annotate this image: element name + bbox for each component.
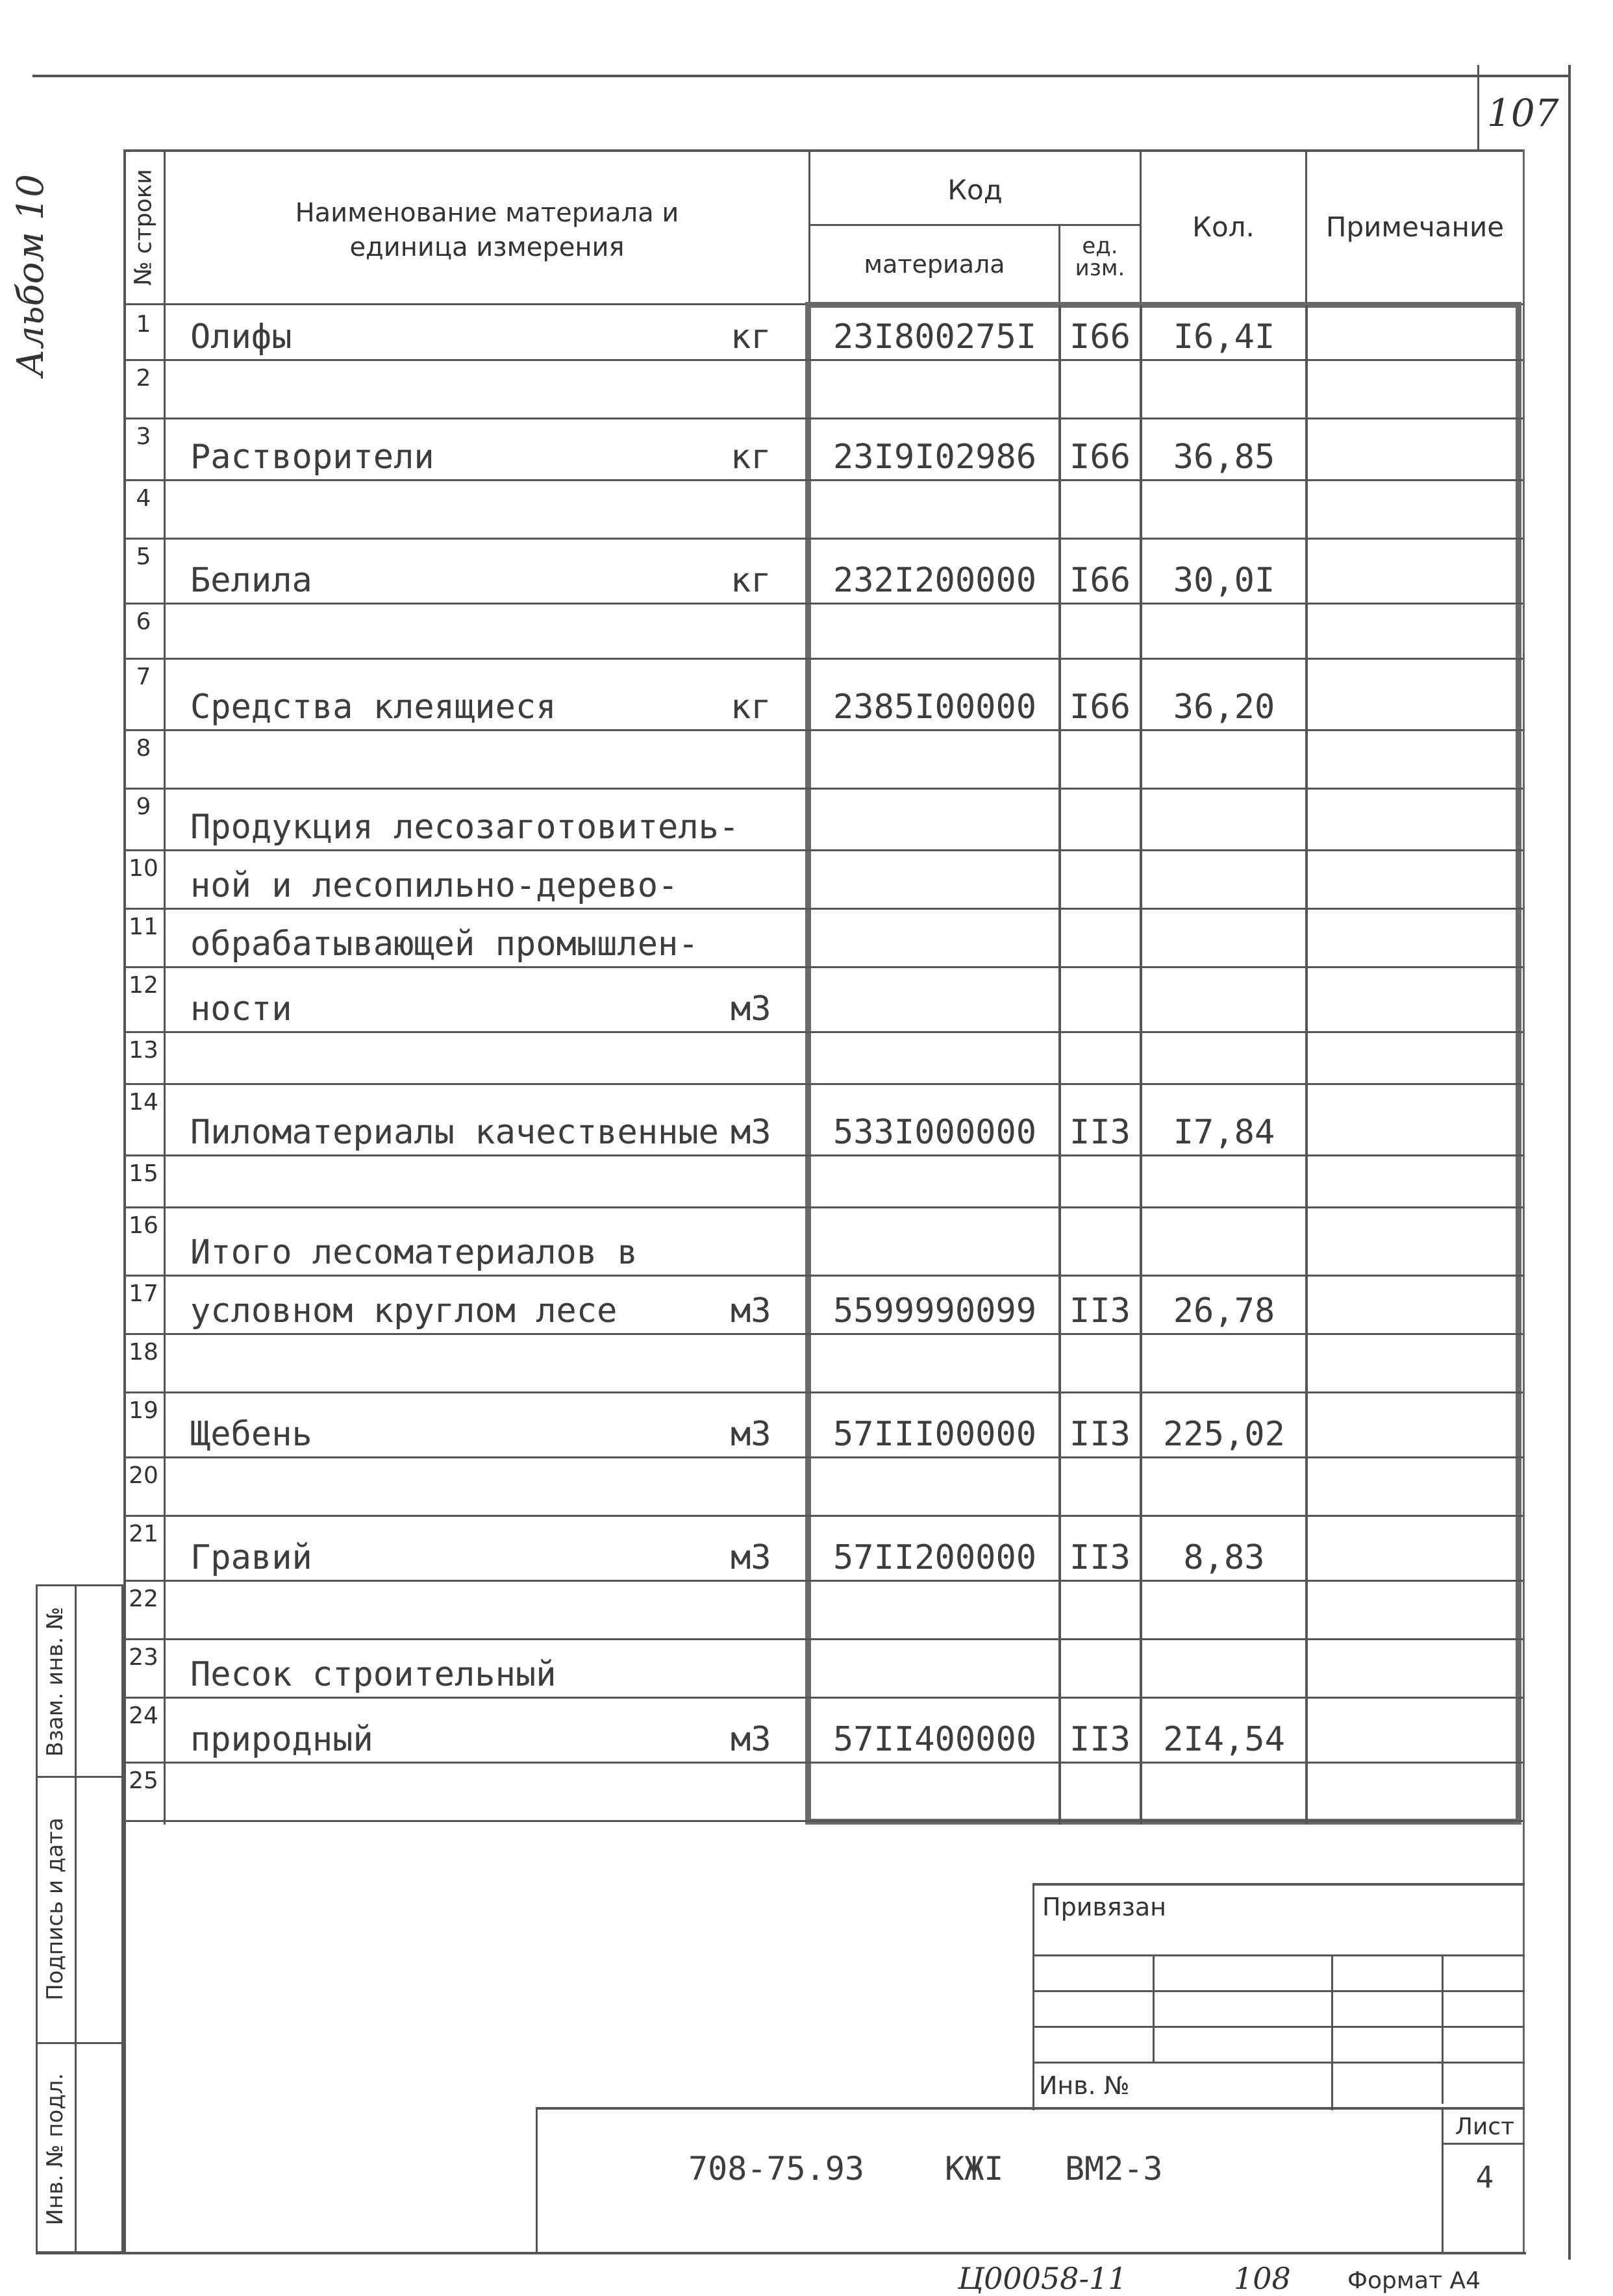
row-number: 15 [129,1160,158,1187]
row-code-material: 57II200000 [833,1538,1037,1577]
row-code-material: 23I9I02986 [833,438,1037,477]
row-divider [123,1083,1523,1085]
side-label-podpis: Подпись и дата [42,1817,68,2001]
row-divider [123,729,1523,731]
row-divider [123,1456,1523,1458]
row-unit: м3 [731,1292,771,1330]
row-name: Гравий [190,1538,312,1577]
row-name: Средства клеящиеся [190,688,556,727]
header-code-unit-line2: изм. [1075,255,1125,281]
row-divider [123,603,1523,605]
row-unit: м3 [731,1720,771,1759]
row-name: ной и лесопильно-дерево- [190,866,679,905]
frame-left [123,149,126,2253]
row-name: Щебень [190,1415,312,1454]
row-number: 18 [129,1339,158,1366]
row-name: Растворители [190,438,434,477]
stamp-list-divider-v [1442,2107,1444,2253]
row-divider [123,1638,1523,1640]
row-code-material: 57II400000 [833,1720,1037,1759]
stamp-doc-code-2: КЖI [945,2150,1004,2188]
row-number: 8 [136,735,151,762]
stamp-line-4 [1032,2062,1525,2064]
row-unit: м3 [731,1113,771,1152]
row-code-unit: I66 [1069,438,1131,477]
row-number: 20 [129,1462,158,1489]
frame-page-divider [1477,65,1479,149]
page-number-handwritten: 107 [1487,91,1559,135]
row-code-unit: II3 [1069,1292,1131,1330]
stamp-list-number: 4 [1475,2160,1494,2195]
row-number: 24 [129,1703,158,1729]
row-unit: м3 [731,990,771,1029]
stamp-list-divider-h [1442,2143,1525,2145]
row-code-material: 57III00000 [833,1415,1037,1454]
row-unit: кг [731,688,771,727]
stamp-doc-code-1: 708-75.93 [688,2150,864,2188]
top-rule [32,75,1568,77]
header-name: Наименование материала и [295,198,679,228]
stamp-privyazan: Привязан [1042,1893,1166,1921]
row-number: 6 [136,608,151,635]
row-name: обрабатывающей промышлен- [190,925,699,964]
row-name: природный [190,1720,373,1759]
row-number: 21 [129,1521,158,1547]
row-qty: 36,20 [1173,688,1275,727]
header-code: Код [947,174,1003,206]
album-label: Альбом 10 [10,174,52,377]
stamp-inv-no: Инв. № [1039,2071,1130,2100]
row-number: 4 [136,485,151,512]
frame-right-outer [1568,65,1571,2260]
side-stamp-divider-2 [36,2042,123,2044]
row-code-material: 2385I00000 [833,688,1037,727]
row-number: 12 [129,972,158,999]
side-label-vzam: Взам. инв. № [42,1606,68,1757]
row-name: Олифы [190,318,292,356]
row-divider [123,849,1523,851]
row-code-unit: II3 [1069,1720,1131,1759]
row-code-unit: I66 [1069,318,1131,356]
row-unit: кг [731,561,771,600]
row-number: 22 [129,1586,158,1612]
footer-handwritten-page: 108 [1234,2261,1291,2296]
row-number: 11 [129,914,158,940]
row-divider [123,908,1523,910]
row-divider [123,538,1523,540]
header-name-line2: единица измерения [349,232,625,262]
row-number: 14 [129,1089,158,1116]
row-divider [123,1820,1523,1822]
body-divider-unit [1058,305,1061,1825]
stamp-list-label: Лист [1455,2114,1515,2140]
row-unit: кг [731,318,771,356]
row-number: 16 [129,1212,158,1239]
row-number: 17 [129,1280,158,1307]
row-code-material: 232I200000 [833,561,1037,600]
row-code-unit: I66 [1069,688,1131,727]
stamp-doc-code-3: ВМ2-3 [1065,2150,1163,2188]
row-divider [123,479,1523,481]
row-name: ности [190,990,292,1029]
row-name: Итого лесоматериалов в [190,1233,638,1272]
row-number: 23 [129,1644,158,1671]
row-code-material: 5599990099 [833,1292,1037,1330]
row-divider [123,1154,1523,1156]
row-code-unit: II3 [1069,1415,1131,1454]
footer-handwritten-code: Ц00058-11 [958,2261,1127,2296]
row-unit: м3 [731,1415,771,1454]
row-divider [123,1333,1523,1335]
header-divider-name [808,149,810,305]
header-row-no: № строки [130,169,157,286]
row-name: Песок строительный [190,1655,556,1694]
row-code-unit: II3 [1069,1113,1131,1152]
row-divider [123,359,1523,361]
row-qty: 26,78 [1173,1292,1275,1330]
row-qty: I7,84 [1173,1113,1275,1152]
row-qty: 8,83 [1183,1538,1265,1577]
row-divider [123,1275,1523,1277]
row-code-unit: I66 [1069,561,1131,600]
stamp-main [536,2107,1525,2253]
stamp-line-3 [1032,2026,1525,2028]
row-number: 3 [136,423,151,450]
body-divider-rowno [164,305,166,1825]
row-number: 5 [136,543,151,570]
row-divider [123,1697,1523,1699]
row-number: 1 [136,311,151,338]
footer-format-label: Формат А4 [1347,2267,1481,2294]
row-divider [123,1515,1523,1517]
row-code-material: 533I000000 [833,1113,1037,1152]
row-number: 2 [136,365,151,392]
row-number: 19 [129,1397,158,1424]
stamp-vline-2 [1331,1954,1333,2110]
stamp-vline-1 [1153,1954,1155,2062]
row-qty: 30,0I [1173,561,1275,600]
row-divider [123,1206,1523,1208]
stamp-vline-3 [1442,1954,1444,2104]
row-divider [123,788,1523,790]
row-unit: м3 [731,1538,771,1577]
row-name: Белила [190,561,312,600]
body-divider-qty [1140,305,1142,1825]
row-code-material: 23I800275I [833,318,1037,356]
row-divider [123,658,1523,660]
header-qty: Кол. [1192,211,1255,243]
row-number: 25 [129,1767,158,1794]
header-note: Примечание [1325,211,1505,243]
row-qty: 2I4,54 [1163,1720,1285,1759]
header-code-unit: ед. [1082,233,1118,259]
side-label-inv-podl: Инв. № подл. [42,2073,68,2226]
header-code-split [808,224,1140,226]
side-stamp-divider-v [75,1584,77,2253]
row-name: условном круглом лесе [190,1292,618,1330]
row-name: Пиломатериалы качественные [190,1113,719,1152]
header-code-material: материала [864,250,1005,279]
row-number: 9 [136,793,151,820]
row-qty: I6,4I [1173,318,1275,356]
row-number: 7 [136,664,151,690]
row-divider [123,1031,1523,1033]
body-divider-note [1305,305,1308,1825]
table-body-frame [805,302,1521,1825]
stamp-line-2 [1032,1990,1525,1992]
row-code-unit: II3 [1069,1538,1131,1577]
row-divider [123,1762,1523,1764]
row-number: 13 [129,1037,158,1064]
row-divider [123,1391,1523,1393]
row-unit: кг [731,438,771,477]
row-divider [123,1580,1523,1582]
row-number: 10 [129,855,158,882]
row-qty: 36,85 [1173,438,1275,477]
row-name: Продукция лесозаготовитель- [190,808,740,847]
row-divider [123,966,1523,968]
row-qty: 225,02 [1163,1415,1285,1454]
stamp-line-1 [1032,1954,1525,1956]
row-divider [123,418,1523,419]
